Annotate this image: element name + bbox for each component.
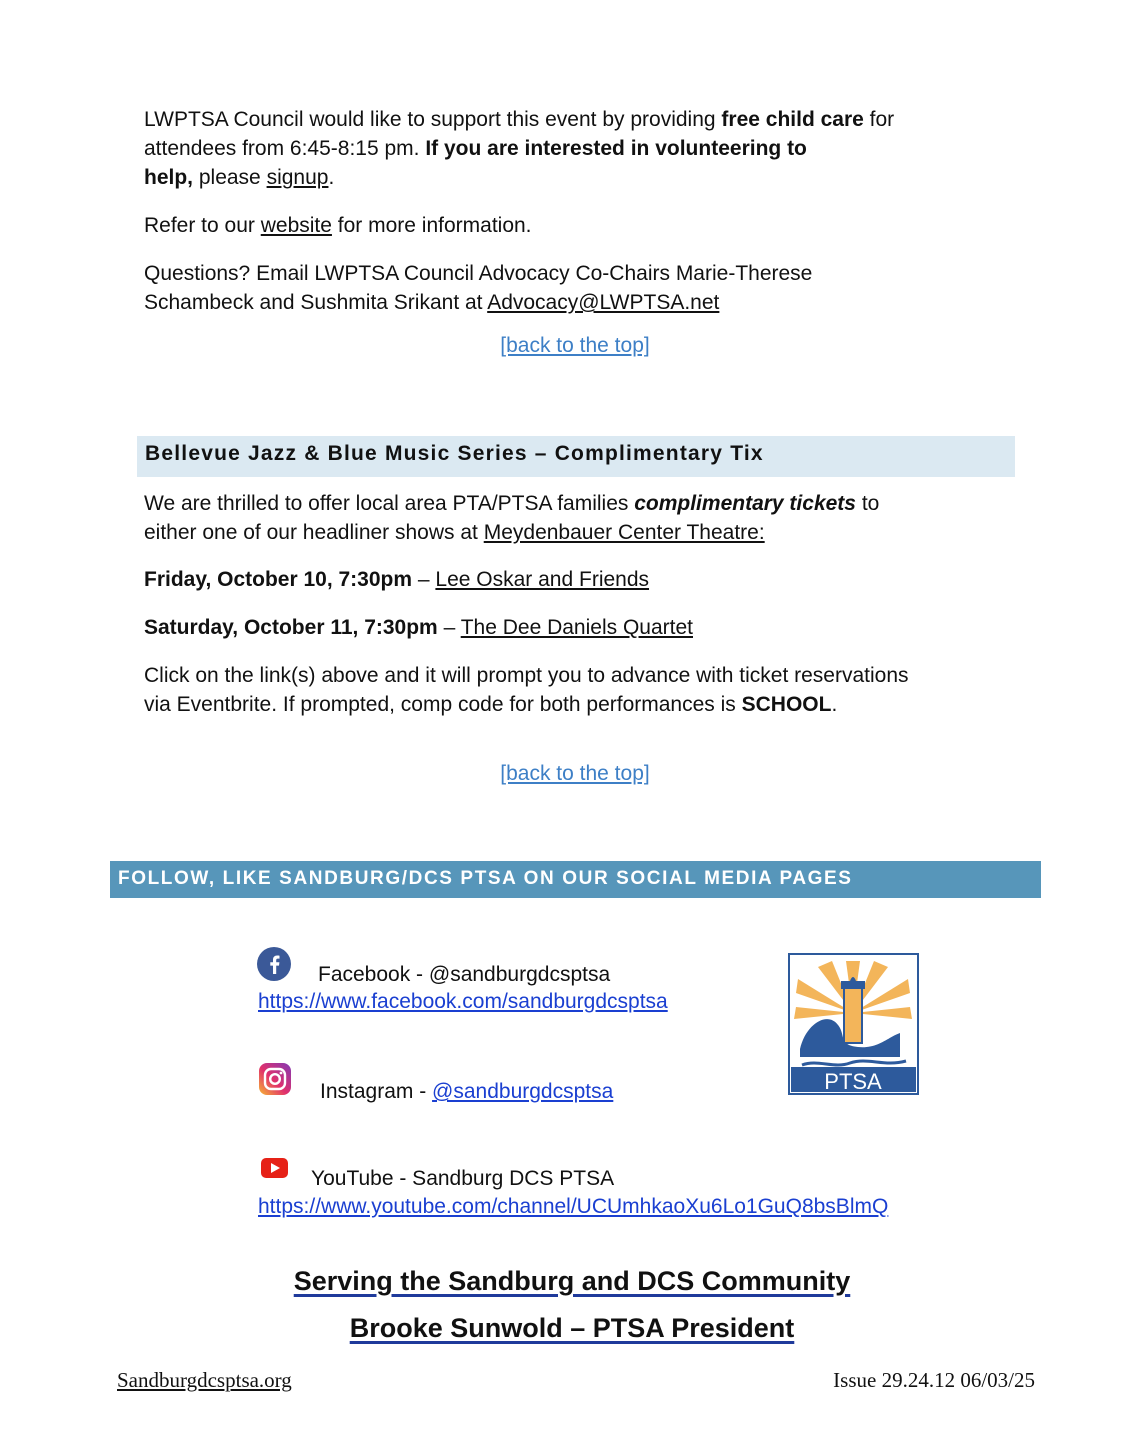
text: LWPTSA Council would like to support this event by providing: [144, 108, 722, 131]
youtube-url-link[interactable]: https://www.youtube.com/channel/UCUmhkaoXu6Lo1GuQ8bsBlmQ: [258, 1195, 889, 1218]
section-title: Bellevue Jazz & Blue Music Series – Complimentary Tix: [145, 442, 764, 465]
meydenbauer-link[interactable]: Meydenbauer Center Theatre:: [483, 521, 765, 544]
instagram-row: [320, 1077, 613, 1106]
logo-text: PTSA: [824, 1069, 882, 1094]
back-to-top-row: [0, 334, 1138, 358]
youtube-label: YouTube - Sandburg DCS PTSA: [311, 1167, 615, 1190]
issue-number: Issue 29.24.12 06/03/25: [833, 1368, 1035, 1392]
section-title: FOLLOW, LIKE SANDBURG/DCS PTSA ON OUR SOCIAL MEDIA PAGES: [118, 868, 853, 889]
text: attendees from 6:45-8:15 pm.: [144, 137, 426, 160]
text: for: [863, 108, 895, 131]
text: .: [328, 166, 335, 189]
text: Refer to our: [144, 214, 261, 237]
text: Schambeck and Sushmita Srikant at: [144, 291, 488, 314]
questions-paragraph: [144, 259, 1024, 317]
lee-oskar-link[interactable]: Lee Oskar and Friends: [435, 568, 650, 591]
signup-link[interactable]: signup: [266, 166, 329, 189]
text: either one of our headliner shows at: [144, 521, 484, 544]
closing-line-1: [0, 1266, 1138, 1297]
facebook-icon[interactable]: [257, 947, 291, 986]
friday-show: [144, 565, 649, 594]
ptsa-logo: [788, 953, 919, 1100]
jazz-section-header: [137, 436, 1015, 477]
youtube-icon[interactable]: [261, 1158, 288, 1183]
text: We are thrilled to offer local area PTA/PTSA families: [144, 492, 635, 515]
facebook-url-link[interactable]: https://www.facebook.com/sandburgdcsptsa: [258, 990, 668, 1013]
back-to-top-link[interactable]: [back to the top]: [500, 334, 650, 357]
text: please: [193, 166, 267, 189]
footer-site-link[interactable]: Sandburgdcsptsa.org: [117, 1368, 292, 1392]
social-media-header: [110, 861, 1041, 898]
text-bold: help,: [144, 166, 194, 189]
text: .: [831, 693, 838, 716]
text-bold: Friday, October 10, 7:30pm: [144, 568, 413, 591]
dee-daniels-link[interactable]: The Dee Daniels Quartet: [460, 616, 693, 639]
closing-line-2: [0, 1313, 1138, 1344]
saturday-show: [144, 613, 693, 642]
text-bold-italic: complimentary tickets: [634, 492, 856, 515]
president-title: Brooke Sunwold – PTSA President: [349, 1313, 795, 1343]
text-bold: Saturday, October 11, 7:30pm: [144, 616, 438, 639]
back-to-top-row: [0, 762, 1138, 786]
text: –: [437, 616, 461, 639]
text: for more information.: [331, 214, 532, 237]
website-paragraph: [144, 211, 532, 240]
website-link[interactable]: website: [260, 214, 332, 237]
eventbrite-paragraph: [144, 661, 1034, 719]
text: to: [855, 492, 880, 515]
text: Questions? Email LWPTSA Council Advocacy Co-Chairs Marie-Therese: [144, 262, 813, 285]
jazz-intro-paragraph: [144, 489, 1024, 547]
back-to-top-link[interactable]: [back to the top]: [500, 762, 650, 785]
advocacy-email-link[interactable]: Advocacy@LWPTSA.net: [487, 291, 720, 314]
comp-code: SCHOOL: [741, 693, 832, 716]
childcare-paragraph: [144, 105, 1024, 192]
facebook-label: Facebook - @sandburgdcsptsa: [318, 963, 611, 986]
instagram-handle-link[interactable]: @sandburgdcsptsa: [432, 1080, 614, 1103]
instagram-label: Instagram -: [320, 1080, 433, 1103]
text-bold: If you are interested in volunteering to: [425, 137, 807, 160]
text-bold: free child care: [721, 108, 864, 131]
community-title: Serving the Sandburg and DCS Community: [293, 1266, 851, 1296]
text: Click on the link(s) above and it will prompt you to advance with ticket reservations: [144, 664, 909, 687]
text: via Eventbrite. If prompted, comp code for both performances is: [144, 693, 742, 716]
text: –: [412, 568, 436, 591]
instagram-icon[interactable]: [258, 1062, 292, 1101]
